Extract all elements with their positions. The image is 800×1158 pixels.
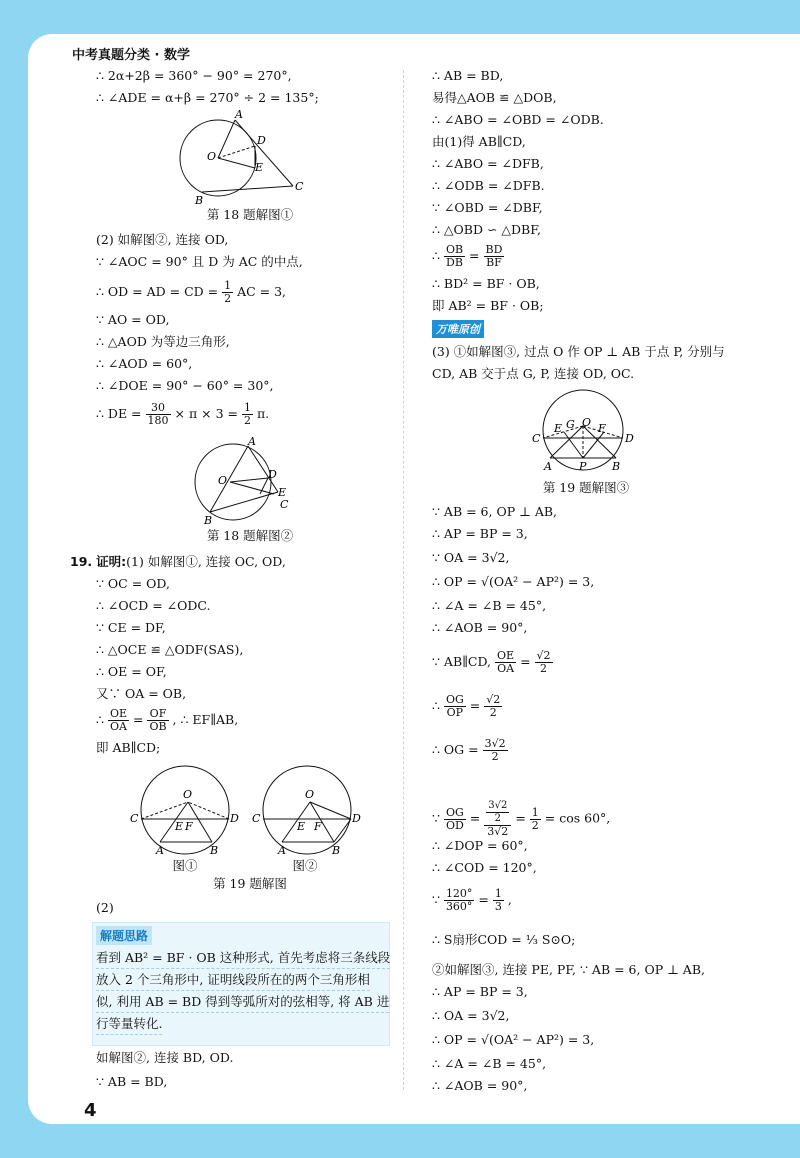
label-O: O — [218, 474, 228, 487]
line: ∴ AP = BP = 3, — [432, 526, 528, 541]
svg-text:O: O — [582, 416, 592, 429]
line: (3) ①如解图③, 过点 O 作 OP ⊥ AB 于点 P, 分别与 — [432, 344, 725, 359]
line: 由(1)得 AB∥CD, — [432, 134, 526, 149]
svg-text:E: E — [297, 820, 306, 833]
original-tag: 万唯原创 — [432, 320, 484, 338]
svg-text:C: C — [130, 812, 139, 825]
hint-line: 看到 AB² = BF · OB 这种形式, 首先考虑将三条线段 — [96, 950, 390, 969]
line: 易得△AOB ≌ △DOB, — [432, 90, 557, 105]
line: ∵ AO = OD, — [96, 312, 170, 327]
line: ∵ $\frac{OG}{OD}$ = $\frac{\frac{3√2}{2}}{3√2}$ = $\frac{1}{2}$ = cos 60°, — [432, 800, 611, 838]
line: ∴ OP = √(OA² − AP²) = 3, — [432, 574, 595, 589]
line: ∴ ∠ODB = ∠DFB. — [432, 178, 545, 193]
label-E: E — [278, 486, 287, 499]
line: ∴ 2α+2β = 360° − 90° = 270°, — [96, 68, 292, 83]
caption: 第 19 题解图③ — [542, 480, 630, 495]
line: ∴ OG = $\frac{3√2}{2}$ — [432, 737, 506, 763]
line: ∴ ∠ADE = α+β = 270° ÷ 2 = 135°; — [96, 90, 319, 105]
line: ∴ $\frac{OE}{OA}$ = $\frac{OF}{OB}$ , ∴ EF∥AB, — [96, 707, 239, 733]
svg-text:C: C — [252, 812, 261, 825]
figure-19-3 — [528, 388, 638, 478]
label-C: C — [280, 498, 289, 511]
svg-text:E: E — [554, 422, 563, 435]
line: ∴ OP = √(OA² − AP²) = 3, — [432, 1032, 595, 1047]
caption: 第 19 题解图 — [213, 876, 287, 891]
line: ∴ $\frac{OG}{OP}$ = $\frac{√2}{2}$ — [432, 693, 501, 719]
label-D: D — [257, 134, 266, 147]
line: 即 AB² = BF · OB; — [432, 298, 544, 313]
line: 即 AB∥CD; — [96, 740, 161, 755]
figure-19-1 — [130, 764, 240, 856]
line: 如解图②, 连接 BD, OD. — [96, 1050, 234, 1065]
svg-text:A: A — [544, 460, 552, 473]
figure-19-2 — [252, 764, 362, 856]
svg-text:E: E — [175, 820, 184, 833]
caption: 第 18 题解图② — [206, 528, 294, 543]
svg-text:D: D — [625, 432, 634, 445]
svg-text:P: P — [579, 460, 587, 473]
svg-text:D: D — [352, 812, 361, 825]
line: 又∵ OA = OB, — [96, 686, 187, 701]
svg-text:C: C — [532, 432, 541, 445]
line: ∴ ∠DOE = 90° − 60° = 30°, — [96, 378, 274, 393]
hint-line: 放入 2 个三角形中, 证明线段所在的两个三角形相 — [96, 972, 370, 991]
line: ∴ OD = AD = CD = $\frac{1}{2}$ AC = 3, — [96, 279, 287, 305]
line: (2) — [96, 900, 114, 915]
svg-text:B: B — [612, 460, 621, 473]
label-E: E — [255, 161, 264, 174]
line: ∴ ∠A = ∠B = 45°, — [432, 1056, 547, 1071]
svg-text:O: O — [305, 788, 315, 801]
line: ∴ DE = $\frac{30}{180}$ × π × 3 = $\frac{1}{2}$ π. — [96, 401, 270, 427]
line: ∵ OA = 3√2, — [432, 550, 510, 565]
hint-line: 似, 利用 AB = BD 得到等弧所对的弦相等, 将 AB 进 — [96, 994, 389, 1013]
line: ∴ ∠AOD = 60°, — [96, 356, 193, 371]
line: ∵ ∠AOC = 90° 且 D 为 AC 的中点, — [96, 254, 303, 269]
header-title: 中考真题分类 · 数学 — [72, 48, 190, 63]
caption: 第 18 题解图① — [206, 207, 294, 222]
svg-text:B: B — [332, 844, 341, 856]
label-D: D — [268, 468, 277, 481]
line: ∴ ∠AOB = 90°, — [432, 1078, 528, 1093]
label-B: B — [204, 514, 213, 527]
line: ∴ AB = BD, — [432, 68, 504, 83]
svg-text:D: D — [230, 812, 239, 825]
line: ∴ ∠ABO = ∠OBD = ∠ODB. — [432, 112, 604, 127]
line: ∴ △OBD ∽ △DBF, — [432, 222, 541, 237]
svg-text:B: B — [210, 844, 219, 856]
label-C: C — [295, 180, 304, 193]
svg-text:F: F — [185, 820, 193, 833]
caption: 图② — [292, 858, 318, 873]
line: ∴ ∠OCD = ∠ODC. — [96, 598, 211, 613]
hint-line: 行等量转化. — [96, 1016, 162, 1035]
label-A: A — [235, 108, 243, 121]
page-number: 4 — [84, 1100, 97, 1121]
line: ∴ △AOD 为等边三角形, — [96, 334, 230, 349]
line: ∵ OC = OD, — [96, 576, 170, 591]
label-A: A — [248, 436, 256, 448]
svg-text:A: A — [278, 844, 286, 856]
line: ∴ ∠AOB = 90°, — [432, 620, 528, 635]
line: ∴ AP = BP = 3, — [432, 984, 528, 999]
figure-18-1 — [175, 108, 315, 208]
line: ∴ ∠A = ∠B = 45°, — [432, 598, 547, 613]
line: ∴ OA = 3√2, — [432, 1008, 510, 1023]
svg-text:O: O — [183, 788, 193, 801]
line: ∴ ∠ABO = ∠DFB, — [432, 156, 544, 171]
line: ∵ AB = BD, — [96, 1074, 168, 1089]
label-O: O — [207, 150, 217, 163]
figure-18-2 — [188, 436, 298, 528]
hint-tag: 解题思路 — [96, 926, 152, 945]
svg-text:G: G — [566, 418, 575, 431]
caption: 图① — [172, 858, 198, 873]
svg-text:A: A — [156, 844, 164, 856]
line: ∴ △OCE ≌ △ODF(SAS), — [96, 642, 244, 657]
line: CD, AB 交于点 G, P, 连接 OD, OC. — [432, 366, 635, 381]
line: ∴ OE = OF, — [96, 664, 167, 679]
label-B: B — [195, 194, 204, 207]
question-19: 19. 证明:(1) 如解图①, 连接 OC, OD, — [70, 554, 286, 569]
line: ∵ ∠OBD = ∠DBF, — [432, 200, 543, 215]
line: ∵ AB∥CD, $\frac{OE}{OA}$ = $\frac{√2}{2}$ — [432, 649, 551, 675]
line: ∵ $\frac{120^\circ}{360^\circ}$ = $\frac{1}{3}$ , — [432, 887, 512, 913]
line: ∵ CE = DF, — [96, 620, 166, 635]
line: ∴ BD² = BF · OB, — [432, 276, 540, 291]
line: (2) 如解图②, 连接 OD, — [96, 232, 229, 247]
line: ∴ $\frac{OB}{DB}$ = $\frac{BD}{BF}$ — [432, 243, 503, 269]
line: ∴ ∠COD = 120°, — [432, 860, 537, 875]
line: ∵ AB = 6, OP ⊥ AB, — [432, 504, 558, 519]
svg-text:F: F — [314, 820, 322, 833]
line: ②如解图③, 连接 PE, PF, ∵ AB = 6, OP ⊥ AB, — [432, 962, 705, 977]
column-divider — [403, 70, 404, 1090]
line: ∴ ∠DOP = 60°, — [432, 838, 528, 853]
line: ∴ S扇形COD = ⅓ S⊙O; — [432, 932, 576, 947]
svg-text:F: F — [598, 422, 606, 435]
